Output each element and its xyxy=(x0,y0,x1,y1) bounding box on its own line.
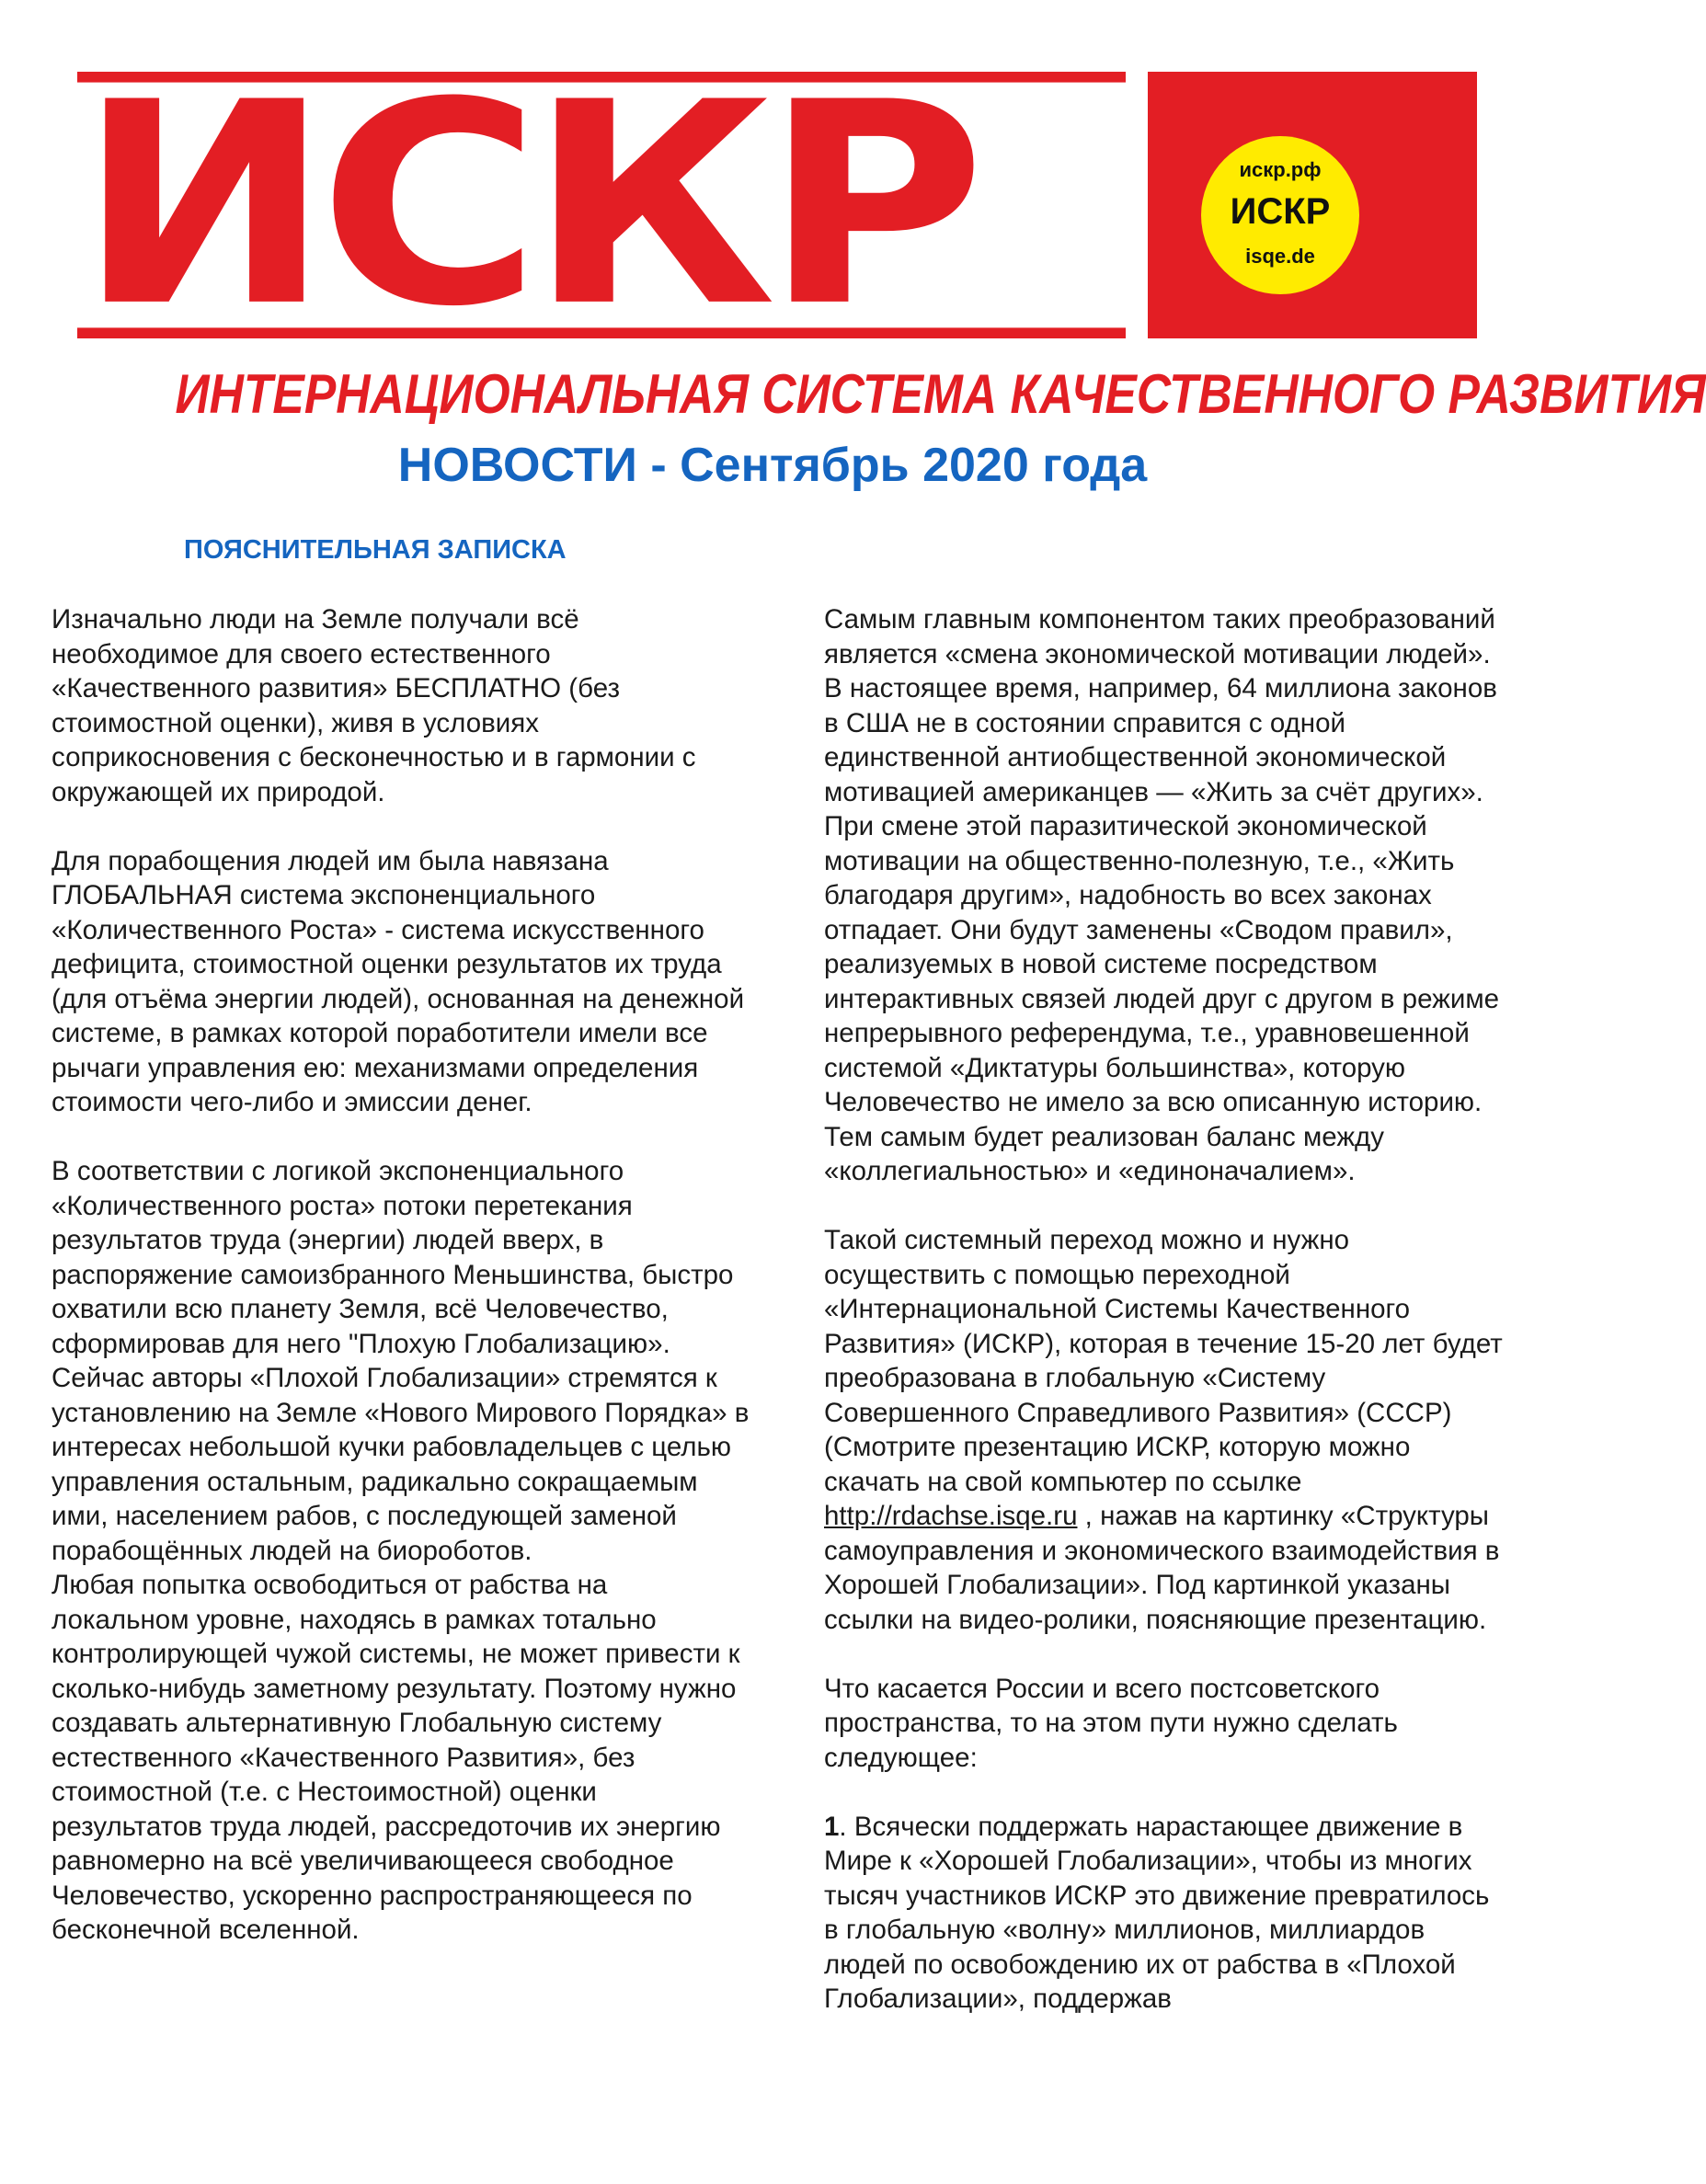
seal-logo xyxy=(1201,136,1359,294)
right-paragraph-4-text: . Всячески поддержать нарастающее движение в Мире к «Хорошей Глобализации», чтобы из многих тысяч участников ИСКР это движение превратилось в глобальную «волну» миллионов, миллиардов людей по освобождению их от рабства в «Плохой Глобализации», поддержав xyxy=(824,1811,1490,2014)
left-paragraph-4: Любая попытка освободиться от рабства на локальном уровне, находясь в рамках тотально контролирующей чужой системы, не может привести к сколько-нибудь заметному результату. Поэтому нужно создавать альтернативную Глобальную систему естественного «Качественного Развития», без стоимостной (т.е. с Нестоимостной) оценки результатов труда людей, рассредоточив их энергию равномерно на всё увеличивающееся свободное Человечество, ускоренно распространяющееся по бесконечной вселенной. xyxy=(52,1570,740,1945)
right-paragraph-2-text-b: , нажав на картинку «Структуры самоуправления и экономического взаимодействия в Хорошей Глобализации». Под картинкой указаны ссылки на видео-ролики, поясняющие презентацию. xyxy=(824,1501,1500,1635)
right-column xyxy=(824,602,1508,2017)
seal-middle-text: ИСКР xyxy=(1230,191,1331,232)
right-paragraph-2 xyxy=(824,1223,1508,1637)
right-paragraph-4 xyxy=(824,1810,1508,2017)
right-paragraph-3: Что касается России и всего постсоветского пространства, то на этом пути нужно сделать следующее: xyxy=(824,1673,1398,1773)
list-number: 1 xyxy=(824,1811,840,1842)
masthead-title: ИСКР xyxy=(77,83,1126,328)
left-paragraph-1: Изначально люди на Земле получали всё необходимое для своего естественного «Качественного развития» БЕСПЛАТНО (без стоимостной оценки), живя в условиях соприкосновения с бесконечностью и в гармонии с окружающей их природой. xyxy=(52,604,696,807)
left-column xyxy=(52,602,750,1948)
left-paragraph-2: Для порабощения людей им была навязана ГЛОБАЛЬНАЯ система экспоненциального «Количественного Роста» - система искусственного дефицита, стоимостной оценки результатов их труда (для отъёма энергии людей), основанная на денежной системе, в рамках которой поработители имели все рычаги управления ею: механизмами определения стоимости чего-либо и эмиссии денег. xyxy=(52,845,745,1117)
section-title: ПОЯСНИТЕЛЬНАЯ ЗАПИСКА xyxy=(184,535,567,565)
masthead-subtitle: ИНТЕРНАЦИОНАЛЬНАЯ СИСТЕМА КАЧЕСТВЕННОГО РАЗВИТИЯ xyxy=(175,363,1706,425)
news-header: НОВОСТИ - Сентябрь 2020 года xyxy=(397,439,1148,492)
masthead-divider xyxy=(1126,72,1148,338)
right-paragraph-2-text-a: Такой системный переход можно и нужно осуществить с помощью переходной «Интернациональной Системы Качественного Развития» (ИСКР), которая в течение 15-20 лет будет преобразована в глобальную «Систему Совершенного Справедливого Развития» (СССР) (Смотрите презентацию ИСКР, которую можно скачать на свой компьютер по ссылке xyxy=(824,1225,1503,1497)
presentation-link[interactable]: http://rdachse.isqe.ru xyxy=(824,1501,1078,1531)
seal-bottom-text: isqe.de xyxy=(1245,245,1315,268)
seal-top-text: искр.рф xyxy=(1239,158,1322,181)
right-paragraph-1: Самым главным компонентом таких преобразований является «смена экономической мотивации людей». В настоящее время, например, 64 миллиона законов в США не в состоянии справится с одной единственной антиобщественной экономической мотивацией американцев — «Жить за счёт других». При смене этой паразитической экономической мотивации на общественно-полезную, т.е., «Жить благодаря другим», надобность во всех законах отпадает. Они будут заменены «Сводом правил», реализуемых в новой системе посредством интерактивных связей людей друг с другом в режиме непрерывного референдума, т.е., уравновешенной системой «Диктатуры большинства», которую Человечество не имело за всю описанную историю. Тем самым будет реализован баланс между «коллегиальностью» и «единоначалием». xyxy=(824,604,1500,1186)
left-paragraph-3: В соответствии с логикой экспоненциального «Количественного роста» потоки перетекания результатов труда (энергии) людей вверх, в распоряжение самоизбранного Меньшинства, быстро охватили всю планету Земля, всё Человечество, сформировав для него "Плохую Глобализацию». Сейчас авторы «Плохой Глобализации» стремятся к установлению на Земле «Нового Мирового Порядка» в интересах небольшой кучки рабовладельцев с целью управления остальным, радикально сокращаемым ими, населением рабов, с последующей заменой порабощённых людей на биороботов. xyxy=(52,1156,750,1566)
